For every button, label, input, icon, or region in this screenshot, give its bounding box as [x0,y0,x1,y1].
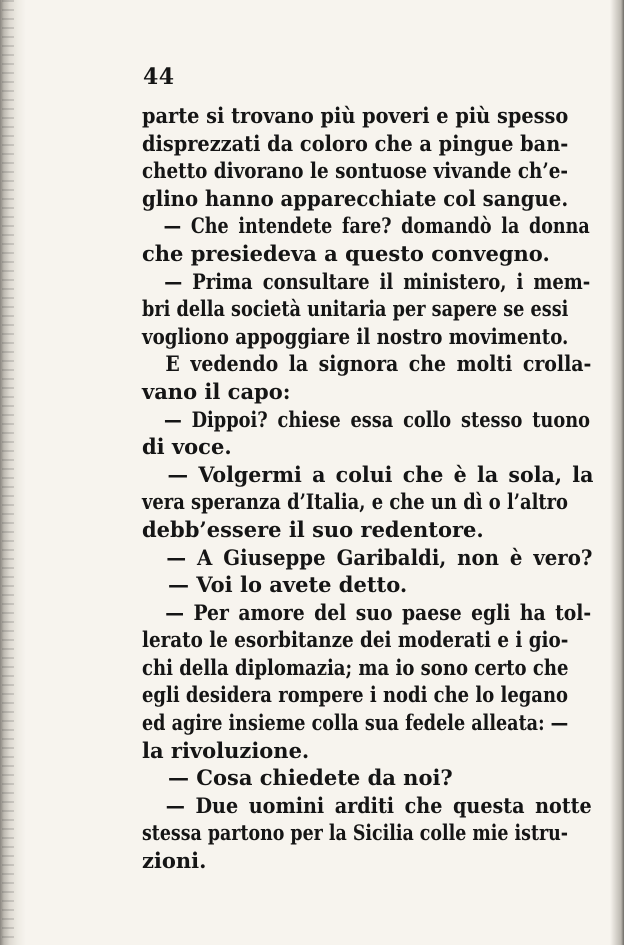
text-line: — Due uomini arditi che questa notte [165,792,592,818]
text-line: la rivoluzione. [142,737,310,763]
text-line: — Voi lo avete detto. [168,572,408,598]
text-line: — Prima consultare il ministero, i mem- [164,268,591,294]
text-line: zioni. [142,848,207,874]
text-line: egli desidera rompere i nodi che lo legano [142,682,568,708]
page-number: 44 [143,64,175,90]
text-line: — Dippoi? chiese essa collo stesso tuono [164,406,591,432]
text-line: di voce. [142,434,232,460]
text-line: lerato le esorbitanze dei moderati e i gio- [142,627,569,653]
text-line: vano il capo: [142,378,291,404]
text-line: vera speranza d’Italia, e che un dì o l’altro [142,489,568,515]
text-line: glino hanno apparecchiate col sangue. [142,185,569,211]
text-line: bri della società unitaria per sapere se essi [142,296,569,322]
body-text [142,102,594,875]
text-line: E vedendo la signora che molti crolla- [165,351,592,377]
text-line: debb’essere il suo redentore. [142,516,484,542]
text-line: — Che intendete fare? domandò la donna [163,213,590,239]
text-line: — Per amore del suo paese egli ha tol- [165,599,592,625]
text-line: — A Giuseppe Garibaldi, non è vero? [166,544,593,570]
text-line: chetto divorano le sontuose vivande ch’e- [142,158,569,184]
text-line: chi della diplomazia; ma io sono certo che [142,654,569,680]
text-line: disprezzati da coloro che a pingue ban- [142,130,569,156]
text-line: vogliono appoggiare il nostro movimento. [142,323,569,349]
text-line: — Cosa chiedete da noi? [168,765,453,791]
text-line: che presiedeva a questo convegno. [142,240,550,266]
text-line: ed agire insieme colla sua fedele alleata: — [142,710,569,736]
text-line: parte si trovano più poveri e più spesso [142,103,569,128]
text-line: — Volgermi a colui che è la sola, la [167,461,594,487]
text-line: stessa partono per la Sicilia colle mie istru- [142,820,569,846]
page-right-edge [610,0,624,945]
page-binding-texture [2,0,14,945]
